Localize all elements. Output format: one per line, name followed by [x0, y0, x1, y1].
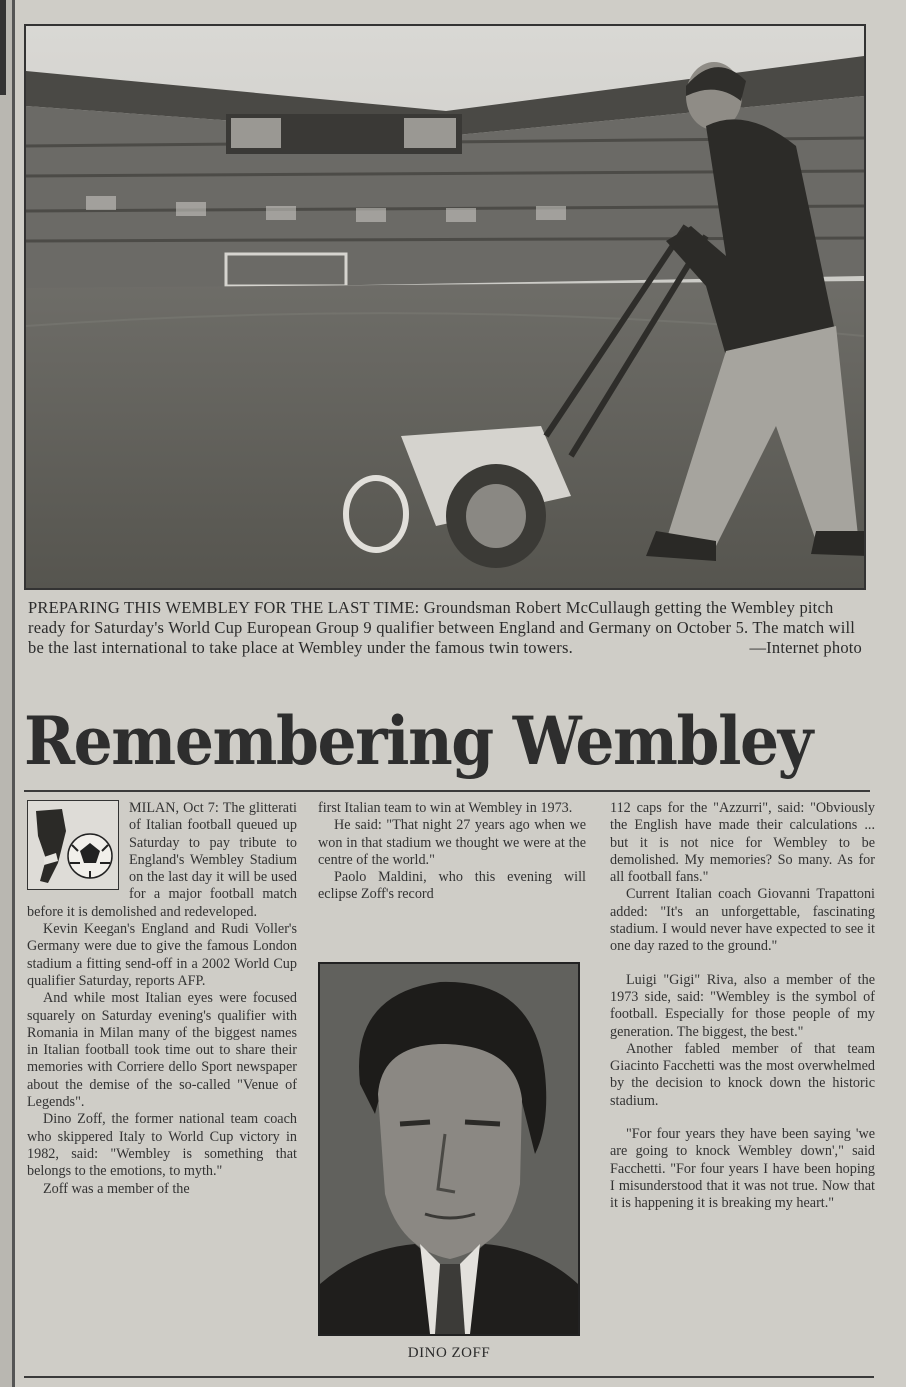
article-paragraph: Dino Zoff, the former national team coach who skippered Italy to World Cup victory in 1982, said: "Wembley is something that belongs to the emotions, to myth." — [27, 1111, 297, 1180]
wembley-photo — [24, 24, 866, 590]
article-paragraph: Current Italian coach Giovanni Trapattoni added: "It's an unforgettable, fascinating stadium. I would never have expected to see it one day razed to the ground." — [610, 886, 875, 955]
article-paragraph: MILAN, Oct 7: The glitterati of Italian football queued up Saturday to pay tribute to England's Wembley Stadium on the last day it will be used for a major football match before it is demolished and redeveloped. — [27, 800, 297, 920]
article-paragraph: Paolo Maldini, who this evening will eclipse Zoff's record — [318, 869, 586, 903]
photo-credit: —Internet photo — [749, 638, 862, 657]
article-column-3 — [610, 800, 875, 1213]
article-column-1 — [27, 800, 297, 1198]
article-paragraph: He said: "That night 27 years ago when we won in that stadium we thought we were at the centre of the world." — [318, 817, 586, 868]
article-paragraph: And while most Italian eyes were focused squarely on Saturday evening's qualifier with Romania in Milan many of the biggest names in Italian football took time out to share their memories with Corriere dello Sport newspaper about the demise of the so-called "Venue of Legends". — [27, 990, 297, 1111]
article-paragraph: "For four years they have been saying 'we are going to knock Wembley down'," said Facchetti. "For four years I have been hoping I misunderstood that it was not true. Now that it is happening it is breaking my heart." — [610, 1126, 875, 1212]
headline-rule — [24, 790, 870, 792]
edge-mark — [0, 0, 6, 95]
bottom-rule — [24, 1376, 874, 1378]
article-paragraph: Zoff was a member of the — [43, 1180, 190, 1197]
dino-zoff-portrait — [318, 962, 580, 1336]
page-margin — [0, 0, 12, 1387]
caption-text: Groundsman Robert McCullaugh getting the Wembley pitch ready for Saturday's World Cup European Group 9 qualifier between England and Germany on October 5. The match will be the last international to take place at Wembley under the famous twin towers. — [28, 598, 856, 657]
headline: Remembering Wembley — [24, 702, 812, 780]
article-column-2 — [318, 800, 586, 904]
article-paragraph: Kevin Keegan's England and Rudi Voller's Germany were due to give the famous London stadium a fitting send-off in a 2002 World Cup qualifier Saturday, reports AFP. — [27, 921, 297, 989]
article-paragraph: first Italian team to win at Wembley in 1973. — [318, 800, 573, 816]
article-paragraph: 112 caps for the "Azzurri", said: "Obviously the English have made their calculations ... but it is not nice for Wembley to be demolished. My memories? So many. As for all football fans." — [610, 800, 875, 886]
photo-caption — [28, 598, 862, 658]
column-rule — [12, 0, 15, 1387]
football-logo-icon — [27, 800, 119, 890]
portrait-caption: DINO ZOFF — [407, 1345, 491, 1361]
article-paragraph: Luigi "Gigi" Riva, also a member of the 1973 side, said: "Wembley is the symbol of football. Especially for those people of my generation. The biggest, the best." — [610, 971, 875, 1040]
wembley-pitch-illustration — [26, 26, 864, 588]
article-paragraph: Another fabled member of that team Giacinto Facchetti was the most overwhelmed by the decision to knock down the historic stadium. — [610, 1040, 875, 1109]
caption-lead: PREPARING THIS WEMBLEY FOR THE LAST TIME: — [28, 598, 420, 617]
